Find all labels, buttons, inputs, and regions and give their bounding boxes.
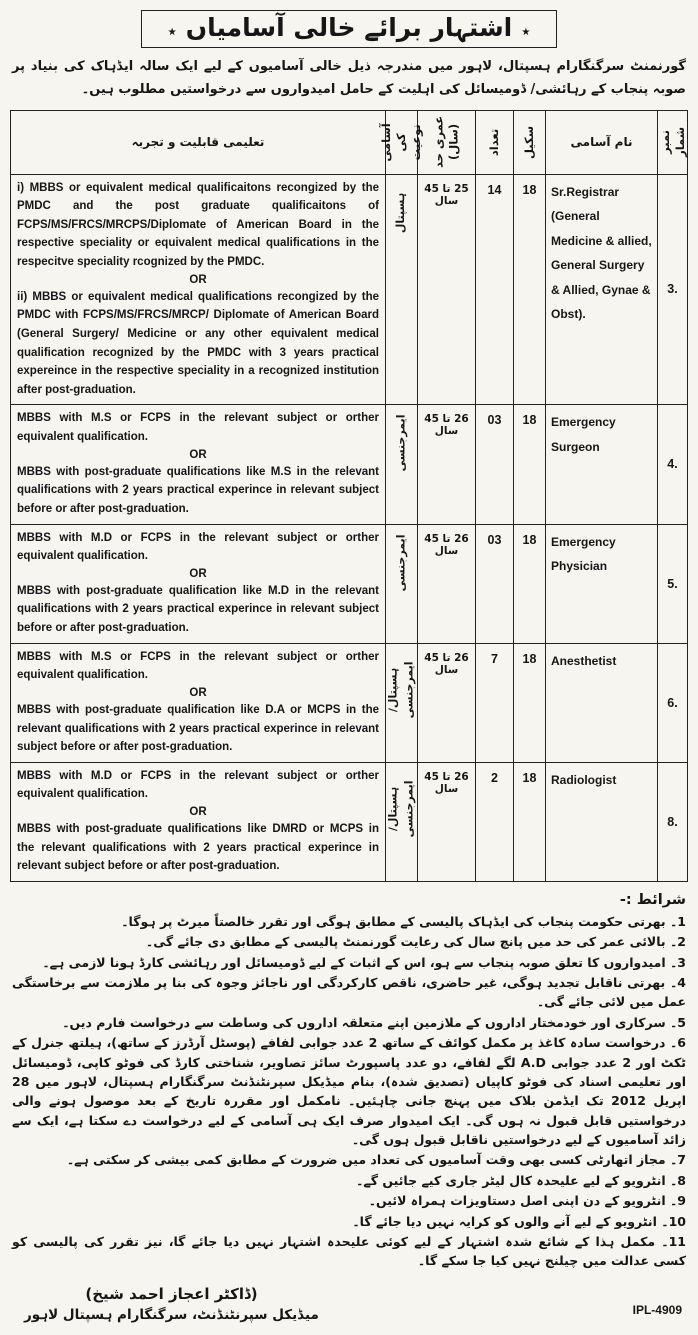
cell-serial: 8. <box>658 762 688 881</box>
cell-post-name: Emergency Physician <box>546 524 658 643</box>
or-separator: OR <box>189 273 207 286</box>
or-separator: OR <box>189 567 207 580</box>
table-row <box>11 643 688 762</box>
cell-serial: 5. <box>658 524 688 643</box>
conditions-heading: شرائط :- <box>619 891 686 908</box>
cell-count: 2 <box>476 762 514 881</box>
qualification-text: MBBS with M.D or FCPS in the relevant subject or orther equivalent qualification. <box>17 769 379 801</box>
col-header-scale-label: سکیل <box>522 125 537 159</box>
title-ornament-right: ٭ <box>521 21 531 42</box>
signature-block <box>24 1285 319 1323</box>
cell-qualification <box>11 762 386 881</box>
post-nature-label: ہسپتال/ ایمرجنسی <box>386 661 416 718</box>
col-header-age-limit-label: عمری حد (سال) <box>431 115 461 169</box>
cell-count: 03 <box>476 405 514 524</box>
condition-item: 4۔ بھرتی ناقابل تجدید ہوگی، غیر حاضری، ناقص کارکردگی اور ناجائز وجوہ کی بنا پر ملازمت سے برخاستگی عمل میں لائی جائے گی۔ <box>12 975 686 1010</box>
post-nature-label: ہسپتال <box>394 192 408 233</box>
cell-count: 7 <box>476 643 514 762</box>
cell-count: 14 <box>476 174 514 405</box>
qualification-text: MBBS with post-graduate qualifications like DMRD or MCPS in the relevant qualifications with 2 years practical experince in relevant subject before or after post-graduation. <box>17 823 379 873</box>
table-row <box>11 174 688 405</box>
condition-item: 10۔ انٹرویو کے لیے آنے والوں کو کرایہ نہیں دیا جائے گا۔ <box>352 1213 686 1229</box>
condition-item: 7۔ مجاز اتھارٹی کسی بھی وقت آسامیوں کی تعداد میں ضرورت کے مطابق کمی بیشی کر سکتی ہے۔ <box>66 1152 686 1168</box>
cell-serial: 3. <box>658 174 688 405</box>
cell-scale: 18 <box>514 405 546 524</box>
condition-item: 8۔ انٹرویو کے لیے علیحدہ کال لیٹر جاری کیے جائیں گے۔ <box>356 1172 686 1188</box>
cell-post-name: Anesthetist <box>546 643 658 762</box>
col-header-post <box>546 110 658 174</box>
cell-scale: 18 <box>514 762 546 881</box>
or-separator: OR <box>189 448 207 461</box>
condition-item: 9۔ انٹرویو کے دن اپنی اصل دستاویزات ہمراہ لائیں۔ <box>368 1193 686 1209</box>
table-row <box>11 762 688 881</box>
col-header-count <box>476 110 514 174</box>
col-header-serial-label: نمبر شمار <box>657 127 687 157</box>
qualification-text: i) MBBS or equivalent medical qualificaitons recongized by the PMDC and the post graduate qualificaitons of FCPS/MS/FRCS/MRCPS/Diplomate of American Board in the respective speciality or equivalent medical qualifications in the respecitve speciality rcognized by the PMDC. <box>17 181 379 268</box>
cell-qualification <box>11 643 386 762</box>
col-header-count-label: تعداد <box>487 128 502 156</box>
intro-paragraph: گورنمنٹ سرگنگارام ہسپتال، لاہور میں مندرجہ ذیل خالی آسامیوں کے لیے ایک سالہ ایڈہاک کی بنیاد پر صوبہ پنجاب کے رہائشی/ ڈومیسائل کی اہلیت کے حامل امیدواروں سے درخواستیں مطلوب ہیں۔ <box>12 59 686 97</box>
ad-title-box <box>141 10 556 48</box>
cell-post-name: Emergency Surgeon <box>546 405 658 524</box>
cell-post-nature <box>386 524 418 643</box>
qualification-text: MBBS with M.S or FCPS in the relevant subject or orther equivalent qualification. <box>17 412 379 443</box>
col-header-qualification-label: تعلیمی قابلیت و تجربہ <box>131 135 265 149</box>
col-header-serial <box>658 110 688 174</box>
footer <box>10 1285 688 1327</box>
conditions-section <box>10 892 688 1271</box>
qualification-text: MBBS with post-graduate qualification like M.D in the relevant qualifications with 2 years practical experince in relevant subject before or after post-graduation. <box>17 584 379 634</box>
post-nature-label: ایمرجنسی <box>394 534 408 591</box>
condition-item: 11۔ مکمل ہذا کے شائع شدہ اشتہار کے لیے کوئی علیحدہ اشتہار نہیں دیا جائے گا، نیز تقرر کی پالیسی کو کسی عدالت میں چیلنج نہیں کیا جا سکے گا۔ <box>12 1233 686 1269</box>
cell-scale: 18 <box>514 643 546 762</box>
condition-item: 2۔ بالائی عمر کی حد میں پانچ سال کی رعایت گورنمنٹ پالیسی کے مطابق دی جائے گی۔ <box>145 934 686 950</box>
cell-post-nature <box>386 174 418 405</box>
cell-count: 03 <box>476 524 514 643</box>
col-header-scale <box>514 110 546 174</box>
cell-age-limit: 26 تا 45 سال <box>418 643 476 762</box>
col-header-post-nature-label: آسامی کی نوعیت <box>379 122 423 162</box>
condition-item: 5۔ سرکاری اور خودمختار اداروں کے ملازمین اپنے متعلقہ اداروں کی وساطت سے درخواست فارم دیں۔ <box>62 1014 686 1030</box>
qualification-text: MBBS with post-graduate qualifications like M.S in the relevant qualifications with 2 years practical experince in relevant subject before or after post-graduation. <box>17 465 379 515</box>
qualification-text: MBBS with M.D or FCPS in the relevant subject or orther equivalent qualification. <box>17 531 379 563</box>
cell-post-nature <box>386 762 418 881</box>
or-separator: OR <box>189 686 207 699</box>
cell-age-limit: 25 تا 45 سال <box>418 174 476 405</box>
col-header-post-label: نام آسامی <box>570 135 633 149</box>
cell-post-name: Radiologist <box>546 762 658 881</box>
cell-qualification <box>11 524 386 643</box>
cell-age-limit: 26 تا 45 سال <box>418 405 476 524</box>
cell-age-limit: 26 تا 45 سال <box>418 762 476 881</box>
title-ornament-left: ٭ <box>167 21 177 42</box>
signatory-designation: میڈیکل سپرنٹنڈنٹ، سرگنگارام ہسپتال لاہور <box>24 1306 319 1323</box>
post-nature-label: ہسپتال/ ایمرجنسی <box>386 780 416 838</box>
cell-serial: 4. <box>658 405 688 524</box>
page-title: اشتہار برائے خالی آسامیاں <box>185 13 513 42</box>
cell-post-nature <box>386 643 418 762</box>
cell-post-name: Sr.Registrar (General Medicine & allied, General Surgery & Allied, Gynae & Obst). <box>546 174 658 405</box>
cell-scale: 18 <box>514 174 546 405</box>
condition-item: 1۔ بھرتی حکومت پنجاب کی ایڈہاک پالیسی کے مطابق ہوگی اور تقرر خالصتاً میرٹ پر ہوگا۔ <box>121 913 686 929</box>
qualification-text: ii) MBBS or equivalent medical qualifications recongized by the PMDC with FCPS/MS/FRCS/MRCP/ Diplomate of American Board (General Surgery/ Medicine or any other equivalent medical qualification recognized by the PMDC with 3 years practical expereince in the respective speciality in a recognized institution after post-graduation. <box>17 290 379 396</box>
advert-ref-number: IPL-4909 <box>632 1302 682 1317</box>
vacancies-table <box>10 110 688 882</box>
qualification-text: MBBS with post-graduate qualification like D.A or MCPS in the relevant qualifications with 2 years practical experince in relevant subject before or after post-graduation. <box>17 703 379 754</box>
cell-age-limit: 26 تا 45 سال <box>418 524 476 643</box>
table-row <box>11 524 688 643</box>
table-header-row <box>11 110 688 174</box>
cell-post-nature <box>386 405 418 524</box>
cell-serial: 6. <box>658 643 688 762</box>
cell-qualification <box>11 405 386 524</box>
post-nature-label: ایمرجنسی <box>394 414 408 472</box>
table-row <box>11 405 688 524</box>
cell-qualification <box>11 174 386 405</box>
condition-item: 3۔ امیدواروں کا تعلق صوبہ پنجاب سے ہو، اس کے اثبات کے لیے ڈومیسائل اور رہائشی کارڈ ہونا لازمی ہے۔ <box>42 954 686 970</box>
signatory-name: (ڈاکٹر اعجاز احمد شیخ) <box>85 1284 258 1303</box>
condition-item: 6۔ درخواست سادہ کاغذ پر مکمل کوائف کے ساتھ 2 عدد جوابی لفافے (پوسٹل آرڈرز کے ساتھ)، ہیلتھ جنرل کے ٹکٹ اور 2 عدد جوابی A.D لگے لفافے، دو عدد پاسپورٹ سائز تصاویر، شناختی کارڈ کی فوٹو کاپی، ڈومیسائل اور تعلیمی اسناد کی فوٹو کاپیاں (تصدیق شدہ)، بنام میڈیکل سپرنٹنڈنٹ سرگنگارام ہسپتال، لاہور میں 28 اپریل 2012 تک ایڈمن بلاک میں پہنچ جانی چاہئیں۔ نامکمل اور مقررہ تاریخ کے بعد موصول ہونے والی درخواستیں قابل قبول نہ ہوں گی۔ ایک امیدوار صرف ایک ہی آسامی کے لیے درخواست دے سکتا ہے، ایک سے زائد آسامیوں کے لیے درخواستیں ناقابل قبول ہوں گی۔ <box>12 1035 686 1147</box>
col-header-age-limit <box>418 110 476 174</box>
qualification-text: MBBS with M.S or FCPS in the relevant subject or orther equivalent qualification. <box>17 650 379 682</box>
col-header-post-nature <box>379 110 423 174</box>
or-separator: OR <box>189 806 207 818</box>
cell-scale: 18 <box>514 524 546 643</box>
col-header-qualification <box>11 110 386 174</box>
